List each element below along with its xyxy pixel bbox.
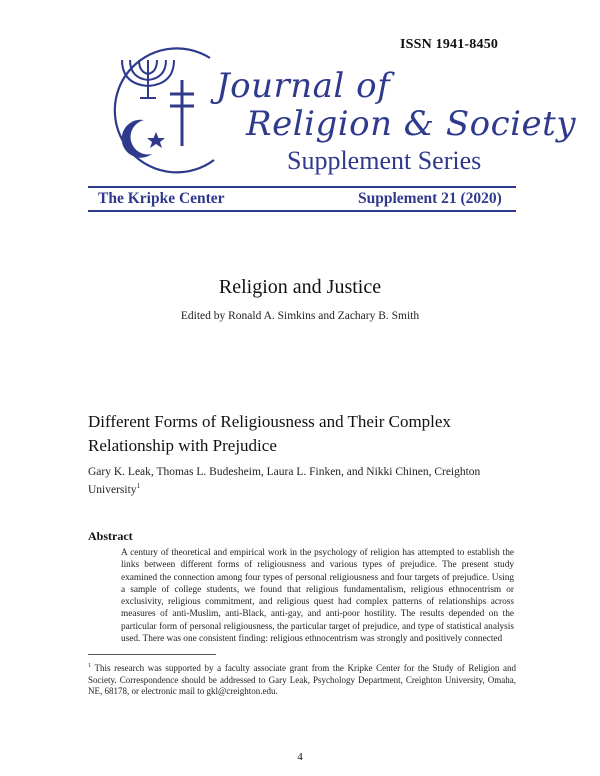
center-name: The Kripke Center <box>98 190 225 207</box>
page-number: 4 <box>297 751 303 763</box>
author-list: Gary K. Leak, Thomas L. Budesheim, Laura L. Finken, and Nikki Chinen, Creighton University <box>88 466 481 496</box>
cross-icon <box>170 80 194 146</box>
article-authors <box>88 465 518 497</box>
article-title: Different Forms of Religiousness and Their Complex Relationship with Prejudice <box>88 412 451 455</box>
footnote-mark: 1 <box>88 663 91 669</box>
volume-title: Religion and Justice <box>218 276 382 298</box>
journal-title-line1: Journal of <box>216 66 391 106</box>
volume-editors: Edited by Ronald A. Simkins and Zachary B. Smith <box>180 310 420 322</box>
footnote-rule <box>88 654 216 655</box>
abstract-heading: Abstract <box>88 529 133 543</box>
journal-title-line2: Religion & Society <box>246 104 577 144</box>
crescent-star-icon <box>122 120 165 158</box>
supplement-label: Supplement 21 (2020) <box>358 190 502 207</box>
footnote-text: This research was supported by a faculty associate grant from the Kripke Center for the Study of Religion and Society. Correspondence should be addressed to Gary Leak, Psychology Department, Creighton University, Omaha, NE, 68178, or electronic mail to gkl@creighton.edu. <box>88 663 516 697</box>
journal-logo <box>92 36 232 176</box>
author-footnote-mark[interactable]: 1 <box>136 482 141 490</box>
issn: ISSN 1941-8450 <box>400 37 499 52</box>
footnote <box>88 661 516 698</box>
abstract-text: A century of theoretical and empirical work in the psychology of religion has attempted to establish the links between different forms of religiousness and various types of prejudice. The present study examined the connection among four types of personal religiousness and four targets of prejudice. Using a sample of college students, we found that religious fundamentalism, religious ethnocentrism or exclusivity, religious commitment, and religious quest had complex patterns of relationships across measures of anti-Muslim, anti-Black, anti-gay, and anti-poor hostility. The results depended on the particular form of personal religiousness, the particular target of prejudice, and type of statistical analysis used. There was one consistent finding: religious ethnocentrism was strongly and positively connected <box>121 548 514 645</box>
menorah-icon <box>122 60 174 98</box>
series-title: Supplement Series <box>287 146 482 175</box>
